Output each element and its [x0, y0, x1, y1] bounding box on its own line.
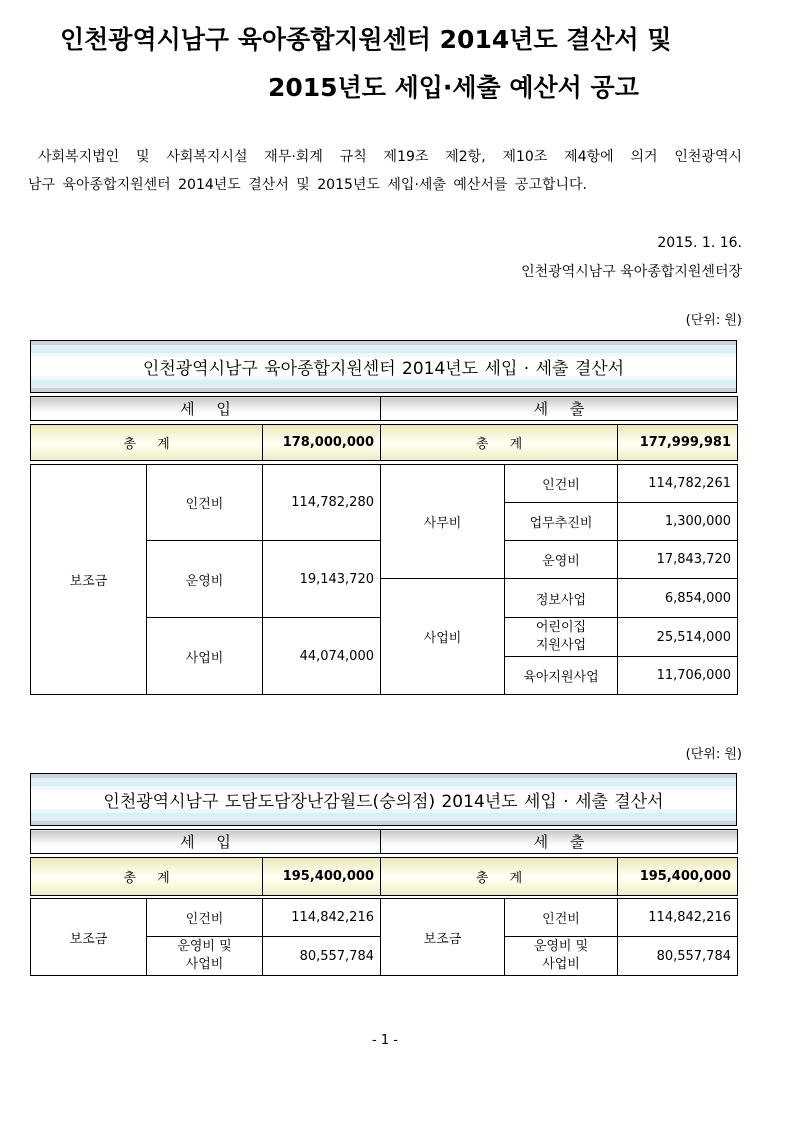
table1-expense-total: 177,999,981 — [618, 425, 738, 461]
table1-expense-item-label: 업무추진비 — [505, 503, 618, 541]
table1-expense-category: 사업비 — [381, 579, 505, 695]
notice-body-line-1: 사회복지법인 및 사회복지시설 재무·회계 규칙 제19조 제2항, 제10조 제4항에 의거 인천광역시 — [38, 149, 742, 165]
table1-revenue-header: 세 입 — [31, 397, 381, 421]
table1-detail — [30, 464, 738, 695]
table1-expense-item-label: 육아지원사업 — [505, 657, 618, 695]
table2-revenue-category: 보조금 — [31, 899, 147, 976]
table1-expense-category: 사무비 — [381, 465, 505, 579]
table1-expense-total-label: 총 계 — [381, 425, 618, 461]
table1-expense-item-amount: 6,854,000 — [618, 579, 738, 618]
table2-expense-category: 보조금 — [381, 899, 505, 976]
table2-revenue-total: 195,400,000 — [263, 858, 381, 896]
table2-expense-item-amount: 80,557,784 — [618, 937, 738, 976]
table1-expense-item-label: 인건비 — [505, 465, 618, 503]
table2-expense-item-amount: 114,842,216 — [618, 899, 738, 937]
table2-expense-item-label: 인건비 — [505, 899, 618, 937]
table1-revenue-total-label: 총 계 — [31, 425, 263, 461]
notice-body — [28, 143, 742, 199]
page-number: - 1 - — [372, 1033, 398, 1048]
table2-title-box — [30, 773, 737, 826]
table2-expense-item-label: 운영비 및 사업비 — [505, 937, 618, 976]
table2-revenue-item-label: 운영비 및 사업비 — [147, 937, 263, 976]
table1-revenue-item-label: 운영비 — [147, 541, 263, 618]
table1-expense-item-amount: 1,300,000 — [618, 503, 738, 541]
table1-revenue-category: 보조금 — [31, 465, 147, 695]
notice-title-line-1: 인천광역시남구 육아종합지원센터 2014년도 결산서 및 — [60, 25, 672, 54]
table1-expense-item-amount: 11,706,000 — [618, 657, 738, 695]
table2-revenue-item-amount: 80,557,784 — [263, 937, 381, 976]
table1-expense-header: 세 출 — [381, 397, 738, 421]
table1-title: 인천광역시남구 육아종합지원센터 2014년도 세입 · 세출 결산서 — [142, 359, 625, 379]
table1-revenue-total: 178,000,000 — [263, 425, 381, 461]
table1-revenue-item-amount: 44,074,000 — [263, 618, 381, 695]
notice-issuer: 인천광역시남구 육아종합지원센터장 — [521, 264, 742, 280]
table2-revenue-item-amount: 114,842,216 — [263, 899, 381, 937]
table2-total-row — [30, 857, 738, 896]
notice-body-line-2: 남구 육아종합지원센터 2014년도 결산서 및 2015년도 세입·세출 예산서를 공고합니다. — [28, 177, 588, 193]
table1-expense-item-label: 정보사업 — [505, 579, 618, 618]
table2-expense-total: 195,400,000 — [618, 858, 738, 896]
table2-expense-header: 세 출 — [381, 830, 738, 854]
table1-title-box — [30, 340, 737, 393]
table1-header-row — [30, 396, 738, 421]
table1-expense-item-label: 운영비 — [505, 541, 618, 579]
table1-expense-item-label: 어린이집 지원사업 — [505, 618, 618, 657]
table1-expense-item-amount: 25,514,000 — [618, 618, 738, 657]
table1-revenue-item-amount: 19,143,720 — [263, 541, 381, 618]
notice-title-line-2: 2015년도 세입·세출 예산서 공고 — [268, 73, 639, 102]
notice-date: 2015. 1. 16. — [657, 235, 742, 251]
table2-revenue-header: 세 입 — [31, 830, 381, 854]
table1-revenue-item-amount: 114,782,280 — [263, 465, 381, 541]
table2-unit-note: (단위: 원) — [685, 747, 742, 762]
table1-expense-item-amount: 17,843,720 — [618, 541, 738, 579]
table1-revenue-item-label: 인건비 — [147, 465, 263, 541]
table1-unit-note: (단위: 원) — [685, 313, 742, 328]
table1-expense-item-amount: 114,782,261 — [618, 465, 738, 503]
table1-revenue-item-label: 사업비 — [147, 618, 263, 695]
table2-detail — [30, 898, 738, 976]
table2-revenue-total-label: 총 계 — [31, 858, 263, 896]
table2-revenue-item-label: 인건비 — [147, 899, 263, 937]
table2-title: 인천광역시남구 도담도담장난감월드(숭의점) 2014년도 세입 · 세출 결산서 — [103, 792, 664, 812]
table1-total-row — [30, 424, 738, 461]
table2-header-row — [30, 829, 738, 854]
table2-expense-total-label: 총 계 — [381, 858, 618, 896]
